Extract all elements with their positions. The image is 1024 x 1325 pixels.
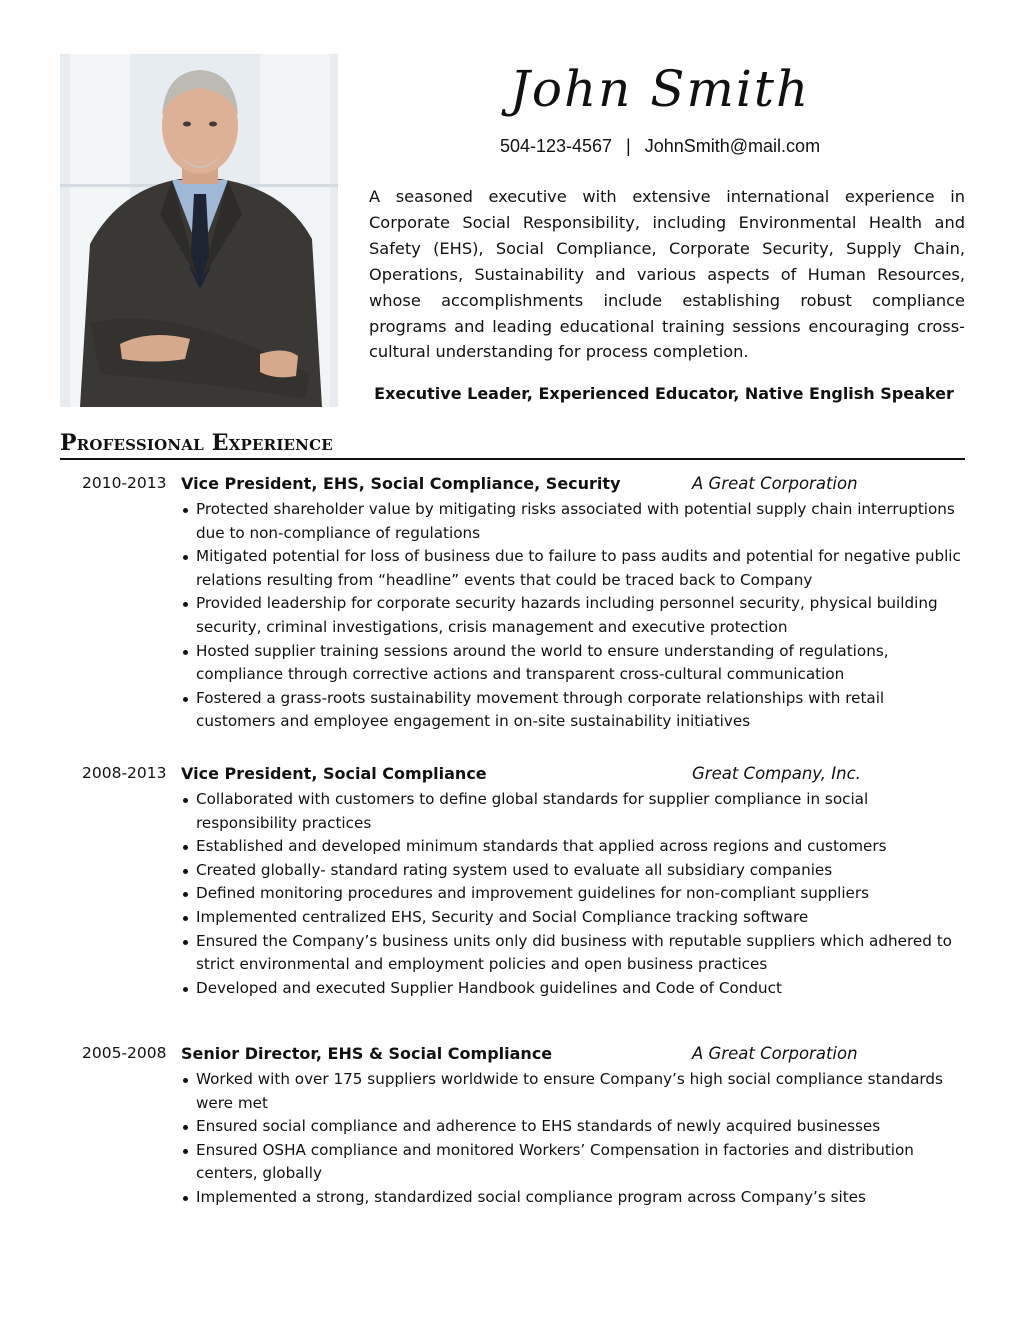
bullet-item: Created globally- standard rating system used to evaluate all subsidiary companies — [176, 859, 968, 883]
bullet-item: Worked with over 175 suppliers worldwide to ensure Company’s high social compliance standards were met — [176, 1068, 968, 1115]
bullet-item: Collaborated with customers to define global standards for supplier compliance in social responsibility practices — [176, 788, 968, 835]
contact-line — [440, 136, 880, 157]
bullet-item: Defined monitoring procedures and improvement guidelines for non-compliant suppliers — [176, 882, 968, 906]
profile-photo — [60, 54, 338, 407]
section-title-professional-experience: Professional Experience — [60, 430, 333, 456]
job-header — [60, 764, 970, 788]
job-bullets — [176, 498, 968, 734]
job-title: Vice President, EHS, Social Compliance, Security — [181, 474, 621, 493]
job-header — [60, 474, 970, 498]
job-title: Vice President, Social Compliance — [181, 764, 487, 783]
bullet-item: Ensured OSHA compliance and monitored Workers’ Compensation in factories and distribution centers, globally — [176, 1139, 968, 1186]
job-bullets — [176, 1068, 968, 1210]
job-entry — [60, 474, 970, 734]
contact-separator: | — [626, 136, 631, 156]
tagline: Executive Leader, Experienced Educator, Native English Speaker — [374, 384, 954, 403]
job-header — [60, 1044, 970, 1068]
job-years: 2010-2013 — [82, 474, 167, 492]
email-address: JohnSmith@mail.com — [644, 136, 821, 156]
job-entry — [60, 764, 970, 1000]
bullet-item: Established and developed minimum standards that applied across regions and customers — [176, 835, 968, 859]
section-divider — [60, 458, 965, 460]
candidate-name: John Smith — [509, 60, 811, 118]
bullet-item: Implemented centralized EHS, Security and Social Compliance tracking software — [176, 906, 968, 930]
bullet-item: Protected shareholder value by mitigating risks associated with potential supply chain interruptions due to non-compliance of regulations — [176, 498, 968, 545]
phone-number: 504-123-4567 — [499, 136, 613, 156]
bullet-item: Ensured the Company’s business units only did business with reputable suppliers which adhered to strict environmental and employment policies and open business practices — [176, 930, 968, 977]
bullet-item: Hosted supplier training sessions around the world to ensure understanding of regulations, compliance through corrective actions and transparent cross-cultural communication — [176, 640, 968, 687]
job-years: 2008-2013 — [82, 764, 167, 782]
bullet-item: Ensured social compliance and adherence to EHS standards of newly acquired businesses — [176, 1115, 968, 1139]
professional-summary: A seasoned executive with extensive international experience in Corporate Social Responsibility, including Environmental Health and Safety (EHS), Social Compliance, Corporate Security, Supply Chain, Operations, Sustainability and various aspects of Human Resources, whose accomplishments include establishing robust compliance programs and leading educational training sessions encouraging cross-cultural understanding for process completion. — [369, 187, 965, 362]
job-title: Senior Director, EHS & Social Compliance — [181, 1044, 553, 1063]
bullet-item: Mitigated potential for loss of business due to failure to pass audits and potential for negative public relations resulting from “headline” events that could be traced back to Company — [176, 545, 968, 592]
bullet-item: Implemented a strong, standardized social compliance program across Company’s sites — [176, 1186, 968, 1210]
job-company: A Great Corporation — [692, 474, 858, 493]
bullet-item: Fostered a grass-roots sustainability movement through corporate relationships with retail customers and employee engagement in on-site sustainability initiatives — [176, 687, 968, 734]
job-entry — [60, 1044, 970, 1210]
bullet-item: Developed and executed Supplier Handbook guidelines and Code of Conduct — [176, 977, 968, 1001]
job-company: A Great Corporation — [692, 1044, 858, 1063]
job-company: Great Company, Inc. — [692, 764, 861, 783]
job-bullets — [176, 788, 968, 1000]
bullet-item: Provided leadership for corporate security hazards including personnel security, physical building security, criminal investigations, crisis management and executive protection — [176, 592, 968, 639]
job-years: 2005-2008 — [82, 1044, 167, 1062]
